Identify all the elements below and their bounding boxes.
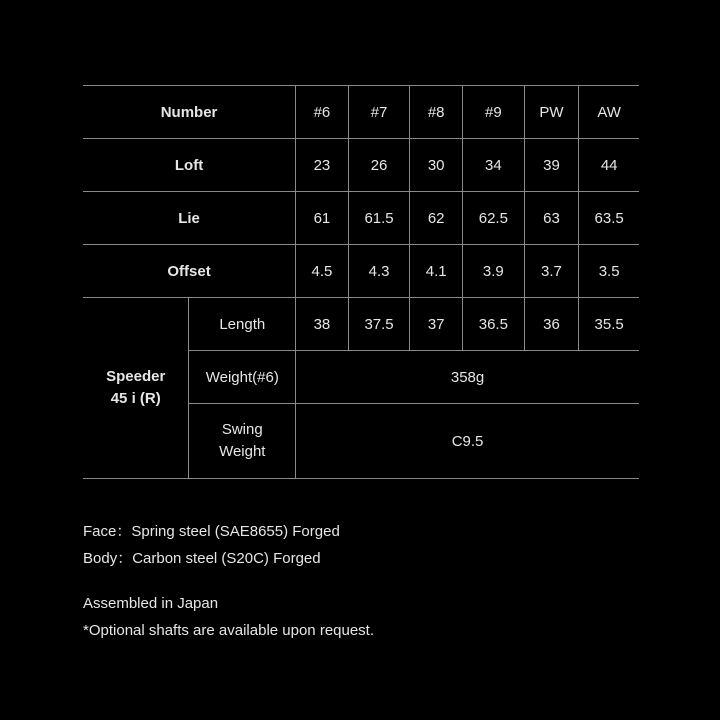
cell-loft: 39 xyxy=(524,139,579,192)
cell-swing-weight: C9.5 xyxy=(296,404,639,479)
note-body: Body：Carbon steel (S20C) Forged xyxy=(83,550,321,567)
cell-lie: 61.5 xyxy=(348,192,410,245)
note-assembled: Assembled in Japan xyxy=(83,595,219,612)
cell-lie: 61 xyxy=(296,192,349,245)
cell-length: 37 xyxy=(410,298,463,351)
cell-number-7: #7 xyxy=(348,86,410,139)
cell-loft: 30 xyxy=(410,139,463,192)
cell-number-9: #9 xyxy=(463,86,525,139)
row-label-loft: Loft xyxy=(83,139,296,192)
cell-number-8: #8 xyxy=(410,86,463,139)
spec-notes xyxy=(83,518,374,644)
cell-offset: 4.5 xyxy=(296,245,349,298)
row-label-length: Length xyxy=(189,298,296,351)
row-number xyxy=(83,86,639,139)
cell-weight: 358g xyxy=(296,351,639,404)
row-lie xyxy=(83,192,639,245)
row-length xyxy=(83,298,639,351)
row-label-offset: Offset xyxy=(83,245,296,298)
cell-offset: 4.1 xyxy=(410,245,463,298)
cell-lie: 63.5 xyxy=(579,192,639,245)
cell-length: 36.5 xyxy=(463,298,525,351)
cell-lie: 62.5 xyxy=(463,192,525,245)
swing-weight-line2: Weight xyxy=(219,443,266,460)
row-loft xyxy=(83,139,639,192)
cell-length: 37.5 xyxy=(348,298,410,351)
cell-length: 35.5 xyxy=(579,298,639,351)
cell-number-pw: PW xyxy=(524,86,579,139)
cell-offset: 3.9 xyxy=(463,245,525,298)
cell-length: 38 xyxy=(296,298,349,351)
row-label-swing-weight xyxy=(189,404,296,479)
cell-loft: 44 xyxy=(579,139,639,192)
cell-loft: 34 xyxy=(463,139,525,192)
cell-offset: 4.3 xyxy=(348,245,410,298)
row-label-number: Number xyxy=(83,86,296,139)
cell-length: 36 xyxy=(524,298,579,351)
spec-table xyxy=(83,85,639,479)
row-label-weight: Weight(#6) xyxy=(189,351,296,404)
cell-lie: 63 xyxy=(524,192,579,245)
cell-loft: 26 xyxy=(348,139,410,192)
cell-loft: 23 xyxy=(296,139,349,192)
shaft-name xyxy=(83,298,189,479)
cell-number-aw: AW xyxy=(579,86,639,139)
row-offset xyxy=(83,245,639,298)
cell-offset: 3.7 xyxy=(524,245,579,298)
swing-weight-line1: Swing xyxy=(221,421,263,438)
shaft-name-line1: Speeder xyxy=(106,368,166,385)
shaft-name-line2: 45 i (R) xyxy=(110,390,161,407)
cell-number-6: #6 xyxy=(296,86,349,139)
note-optional: *Optional shafts are available upon request. xyxy=(83,622,375,639)
note-face: Face：Spring steel (SAE8655) Forged xyxy=(83,523,340,540)
cell-lie: 62 xyxy=(410,192,463,245)
cell-offset: 3.5 xyxy=(579,245,639,298)
note-spacer xyxy=(83,572,374,590)
row-label-lie: Lie xyxy=(83,192,296,245)
